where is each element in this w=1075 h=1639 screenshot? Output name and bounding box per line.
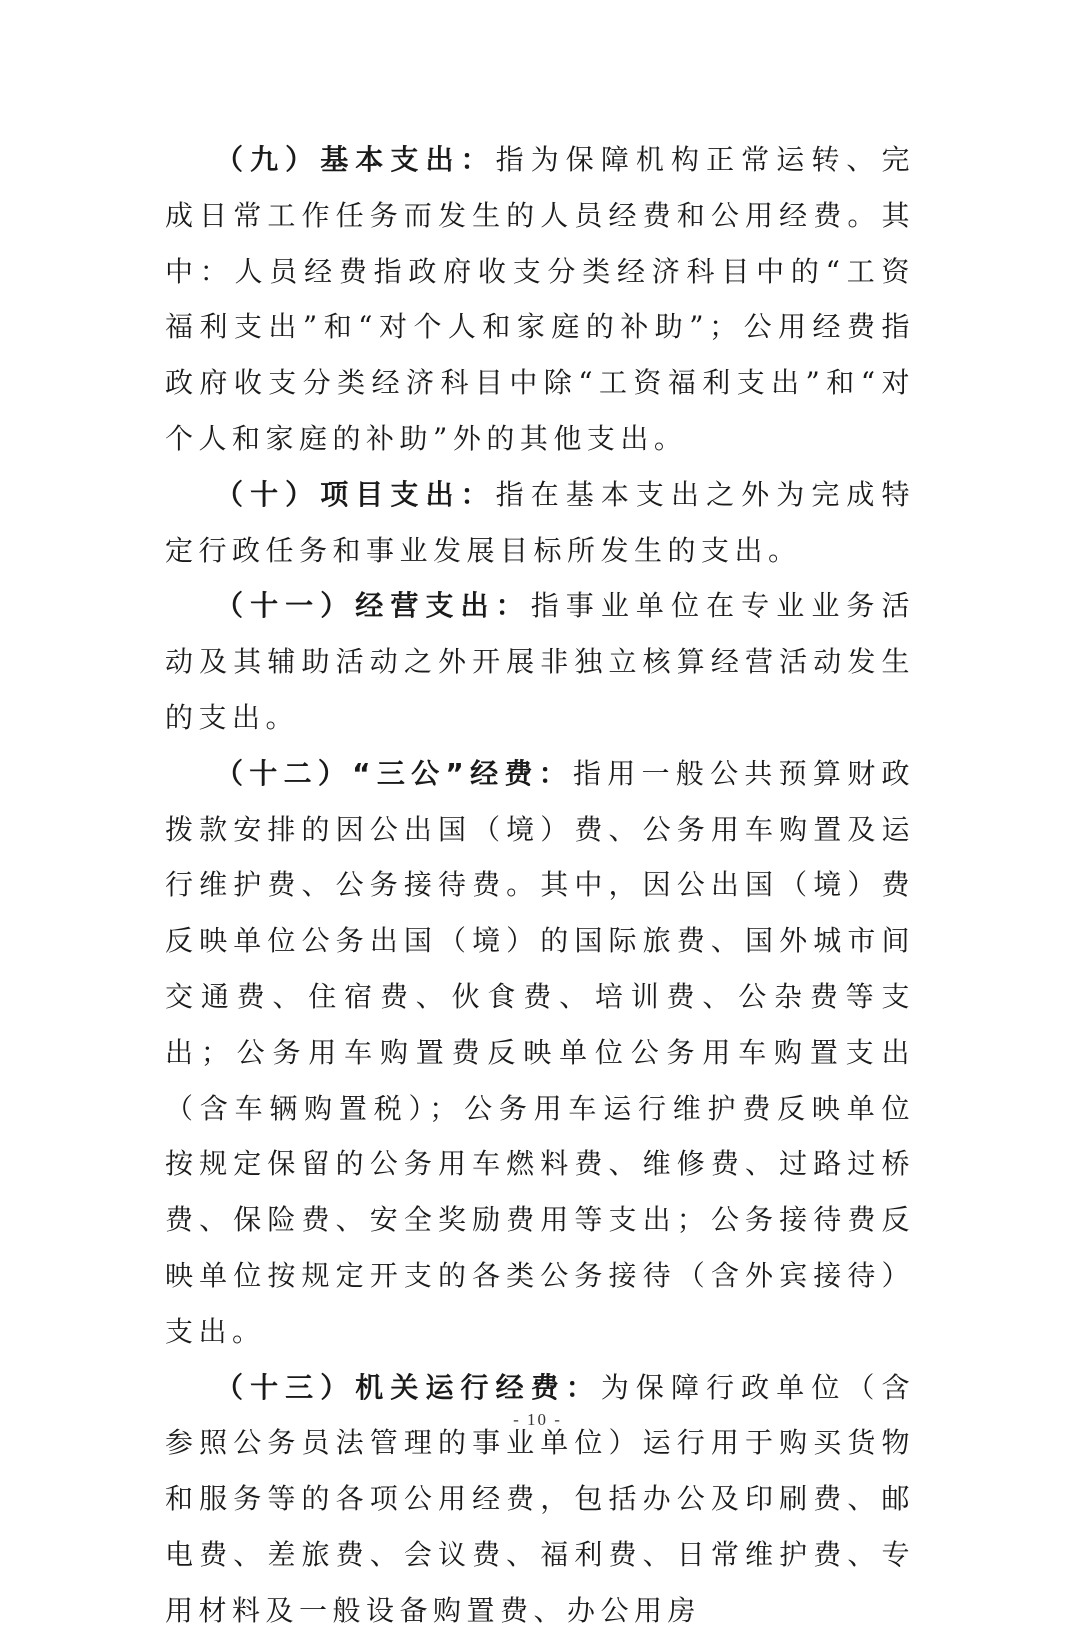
- paragraph-heading: （十）项目支出：: [215, 477, 496, 511]
- paragraph-text: 指为保障机构正常运转、完成日常工作任务而发生的人员经费和公用经费。其中：人员经费指政府收支分类经济科目中的“工资福利支出”和“对个人和家庭的补助”；公用经费指政府收支分类经济科目中除“工资福利支出”和“对个人和家庭的补助”外的其他支出。: [165, 143, 915, 455]
- paragraph-three-public-funds: [165, 746, 915, 1360]
- paragraph-basic-expenditure: [165, 132, 915, 467]
- paragraph-agency-operating-funds: [165, 1360, 915, 1639]
- paragraph-text: 指在基本支出之外为完成特定行政任务和事业发展目标所发生的支出。: [165, 477, 915, 567]
- paragraph-text: 为保障行政单位（含参照公务员法管理的事业单位）运行用于购买货物和服务等的各项公用经费，包括办公及印刷费、邮电费、差旅费、会议费、福利费、日常维护费、专用材料及一般设备购置费、办公用房: [165, 1370, 915, 1627]
- paragraph-heading: （十一）经营支出：: [215, 589, 531, 623]
- paragraph-text: 指事业单位在专业业务活动及其辅助活动之外开展非独立核算经营活动发生的支出。: [165, 589, 915, 734]
- paragraph-operating-expenditure: [165, 578, 915, 745]
- paragraph-text: 指用一般公共预算财政拨款安排的因公出国（境）费、公务用车购置及运行维护费、公务接待费。其中，因公出国（境）费反映单位公务出国（境）的国际旅费、国外城市间交通费、住宿费、伙食费、培训费、公杂费等支出；公务用车购置费反映单位公务用车购置支出（含车辆购置税）；公务用车运行维护费反映单位按规定保留的公务用车燃料费、维修费、过路过桥费、保险费、安全奖励费用等支出；公务接待费反映单位按规定开支的各类公务接待（含外宾接待）支出。: [165, 756, 915, 1348]
- paragraph-project-expenditure: [165, 467, 915, 579]
- paragraph-heading: （九）基本支出：: [215, 143, 496, 176]
- page-number: - 10 -: [513, 1410, 562, 1429]
- paragraph-heading: （十二）“三公”经费：: [215, 756, 573, 790]
- paragraph-heading: （十三）机关运行经费：: [215, 1370, 601, 1404]
